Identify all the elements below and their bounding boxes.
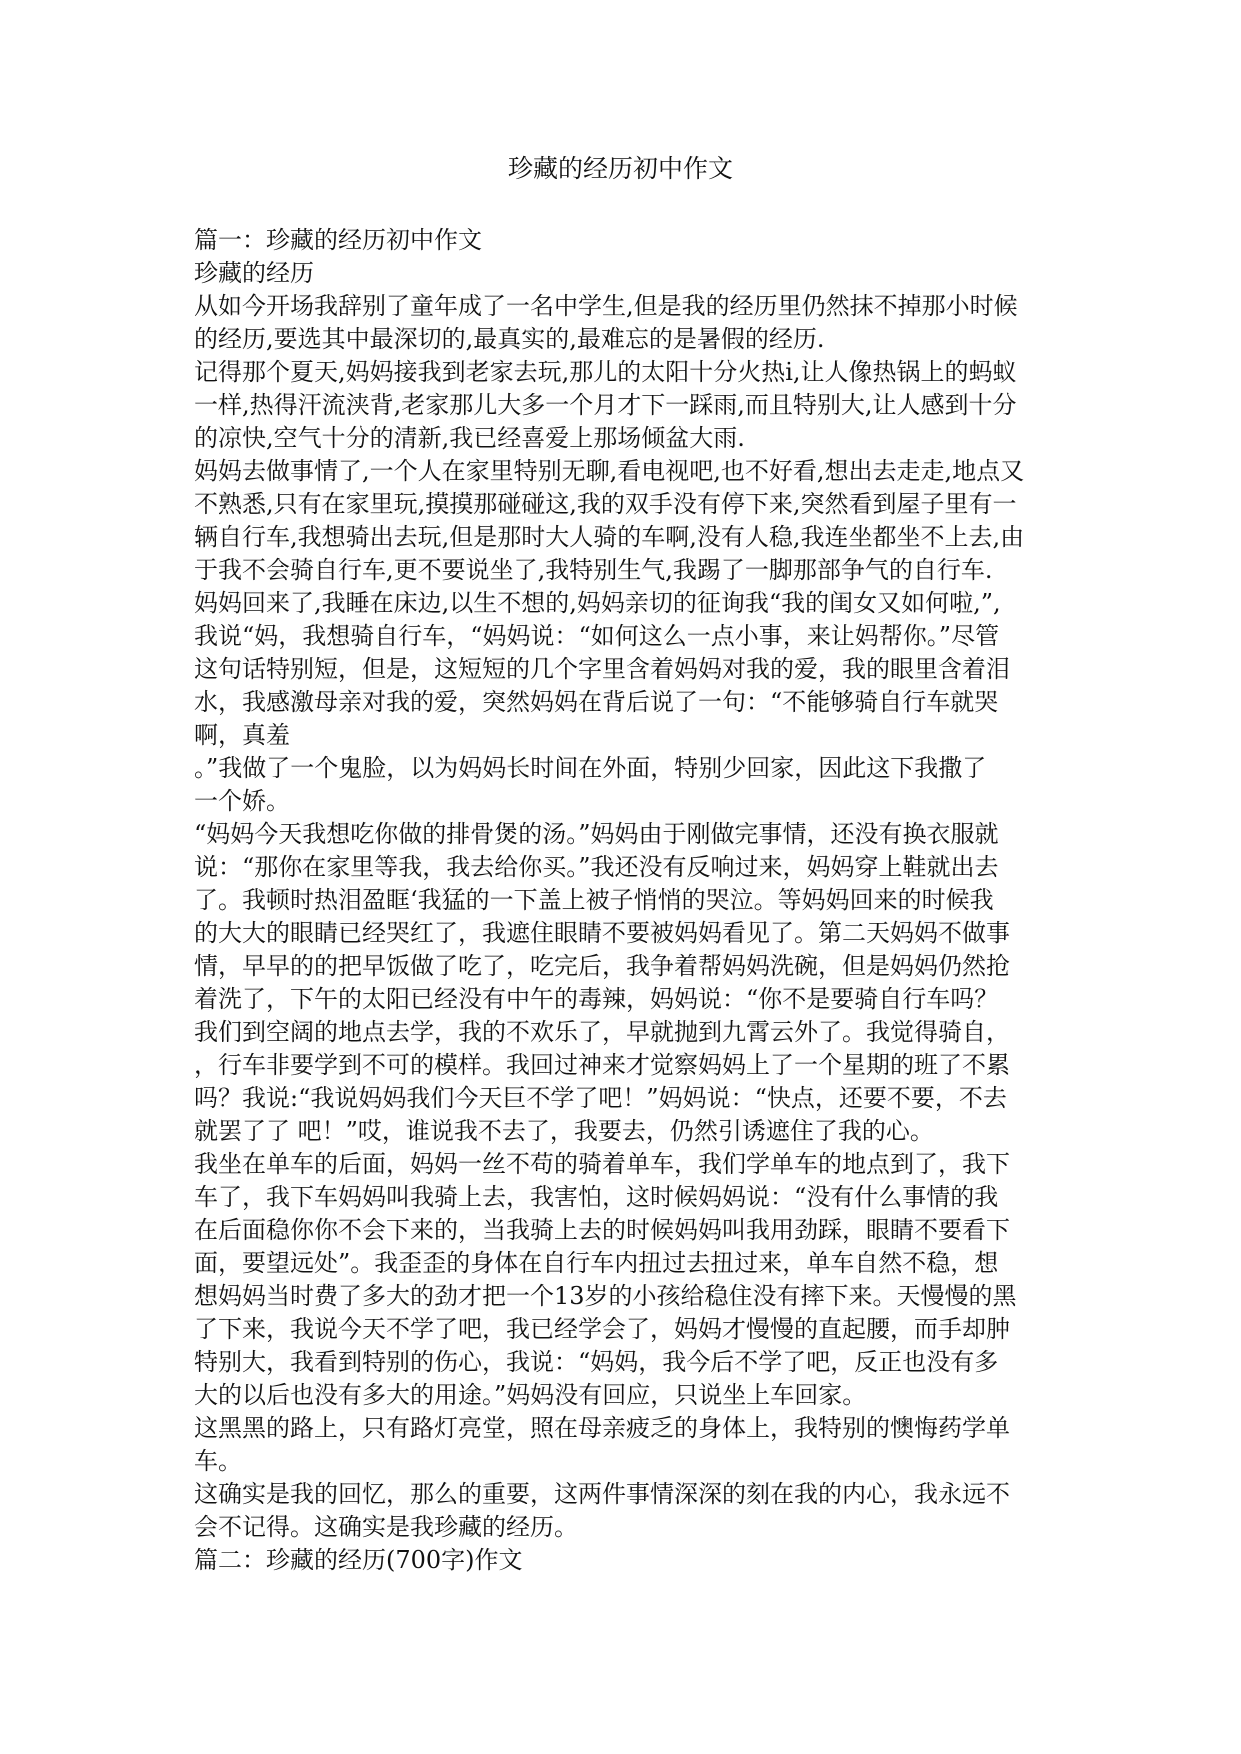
text-line: 珍藏的经历	[194, 259, 314, 287]
text-line: 我坐在单车的后面，妈妈一丝不苟的骑着单车，我们学单车的地点到了，我下	[194, 1150, 1010, 1178]
text-line: 想妈妈当时费了多大的劲才把一个13岁的小孩给稳住没有摔下来。天慢慢的黑	[194, 1282, 1017, 1310]
text-line: 啊，真羞	[194, 721, 290, 749]
text-line: 不熟悉,只有在家里玩,摸摸那碰碰这,我的双手没有停下来,突然看到屋子里有一	[194, 490, 1017, 518]
text-line: 车了，我下车妈妈叫我骑上去，我害怕，这时候妈妈说：“没有什么事情的我	[194, 1183, 999, 1211]
text-line: 从如今开场我辞别了童年成了一名中学生,但是我的经历里仍然抹不掉那小时候	[194, 292, 1018, 320]
text-line: 特别大，我看到特别的伤心，我说：“妈妈，我今后不学了吧，反正也没有多	[194, 1348, 999, 1376]
text-line: 就罢了了 吧！”哎，谁说我不去了，我要去，仍然引诱遮住了我的心。	[194, 1117, 934, 1145]
text-line: 妈妈去做事情了,一个人在家里特别无聊,看电视吧,也不好看,想出去走走,地点又	[194, 457, 1025, 485]
text-line: 我说“妈，我想骑自行车，“妈妈说：“如何这么一点小事，来让妈帮你。”尽管	[194, 622, 1000, 650]
text-line: 。”我做了一个鬼脸，以为妈妈长时间在外面，特别少回家，因此这下我撒了	[194, 754, 987, 782]
text-line: 这确实是我的回忆，那么的重要，这两件事情深深的刻在我的内心，我永远不	[194, 1480, 1010, 1508]
text-line: 的经历,要选其中最深切的,最真实的,最难忘的是暑假的经历.	[194, 325, 825, 353]
text-line: 面，要望远处”。我歪歪的身体在自行车内扭过去扭过来，单车自然不稳，想	[194, 1249, 999, 1277]
text-line: 篇二：珍藏的经历(700字)作文	[194, 1546, 523, 1574]
text-line: “妈妈今天我想吃你做的排骨煲的汤。”妈妈由于刚做完事情，还没有换衣服就	[194, 820, 999, 848]
text-line: 于我不会骑自行车,更不要说坐了,我特别生气,我踢了一脚那部争气的自行车.	[194, 556, 993, 584]
text-line: 的凉快,空气十分的清新,我已经喜爱上那场倾盆大雨.	[194, 424, 745, 452]
document-body	[194, 224, 1074, 1577]
text-line: 一个娇。	[194, 787, 290, 815]
text-line: ，行车非要学到不可的模样。我回过神来才觉察妈妈上了一个星期的班了不累	[194, 1051, 1010, 1079]
text-line: 一样,热得汗流浃背,老家那儿大多一个月才下一踩雨,而且特别大,让人感到十分	[194, 391, 1017, 419]
text-line: 大的以后也没有多大的用途。”妈妈没有回应，只说坐上车回家。	[194, 1381, 867, 1409]
text-line: 在后面稳你你不会下来的，当我骑上去的时候妈妈叫我用劲踩，眼睛不要看下	[194, 1216, 1010, 1244]
text-line: 吗？我说:“我说妈妈我们今天巨不学了吧！”妈妈说：“快点，还要不要，不去	[194, 1084, 1007, 1112]
text-line: 这句话特别短，但是，这短短的几个字里含着妈妈对我的爱，我的眼里含着泪	[194, 655, 1010, 683]
text-line: 说：“那你在家里等我，我去给你买。”我还没有反响过来，妈妈穿上鞋就出去	[194, 853, 999, 881]
text-line: 情，早早的的把早饭做了吃了，吃完后，我争着帮妈妈洗碗，但是妈妈仍然抢	[194, 952, 1010, 980]
text-line: 这黑黑的路上，只有路灯亮堂，照在母亲疲乏的身体上，我特别的懊悔药学单	[194, 1414, 1010, 1442]
text-line: 我们到空阔的地点去学，我的不欢乐了，早就抛到九霄云外了。我觉得骑自，	[194, 1018, 1010, 1046]
text-line: 着洗了，下午的太阳已经没有中午的毒辣，妈妈说：“你不是要骑自行车吗？	[194, 985, 999, 1013]
text-line: 篇一：珍藏的经历初中作文	[194, 226, 482, 254]
text-line: 了下来，我说今天不学了吧，我已经学会了，妈妈才慢慢的直起腰，而手却肿	[194, 1315, 1010, 1343]
text-line: 水，我感激母亲对我的爱，突然妈妈在背后说了一句：“不能够骑自行车就哭	[194, 688, 999, 716]
document-title: 珍藏的经历初中作文	[507, 154, 733, 183]
text-line: 妈妈回来了,我睡在床边,以生不想的,妈妈亲切的征询我“我的闺女又如何啦,”,	[194, 589, 1001, 617]
text-line: 了。我顿时热泪盈眶‘我猛的一下盖上被子悄悄的哭泣。等妈妈回来的时候我	[194, 886, 994, 914]
text-line: 车。	[194, 1447, 242, 1475]
text-line: 辆自行车,我想骑出去玩,但是那时大人骑的车啊,没有人稳,我连坐都坐不上去,由	[194, 523, 1025, 551]
text-line: 会不记得。这确实是我珍藏的经历。	[194, 1513, 578, 1541]
text-line: 的大大的眼睛已经哭红了，我遮住眼睛不要被妈妈看见了。第二天妈妈不做事	[194, 919, 1010, 947]
text-line: 记得那个夏天,妈妈接我到老家去玩,那儿的太阳十分火热i,让人像热锅上的蚂蚁	[194, 358, 1017, 386]
